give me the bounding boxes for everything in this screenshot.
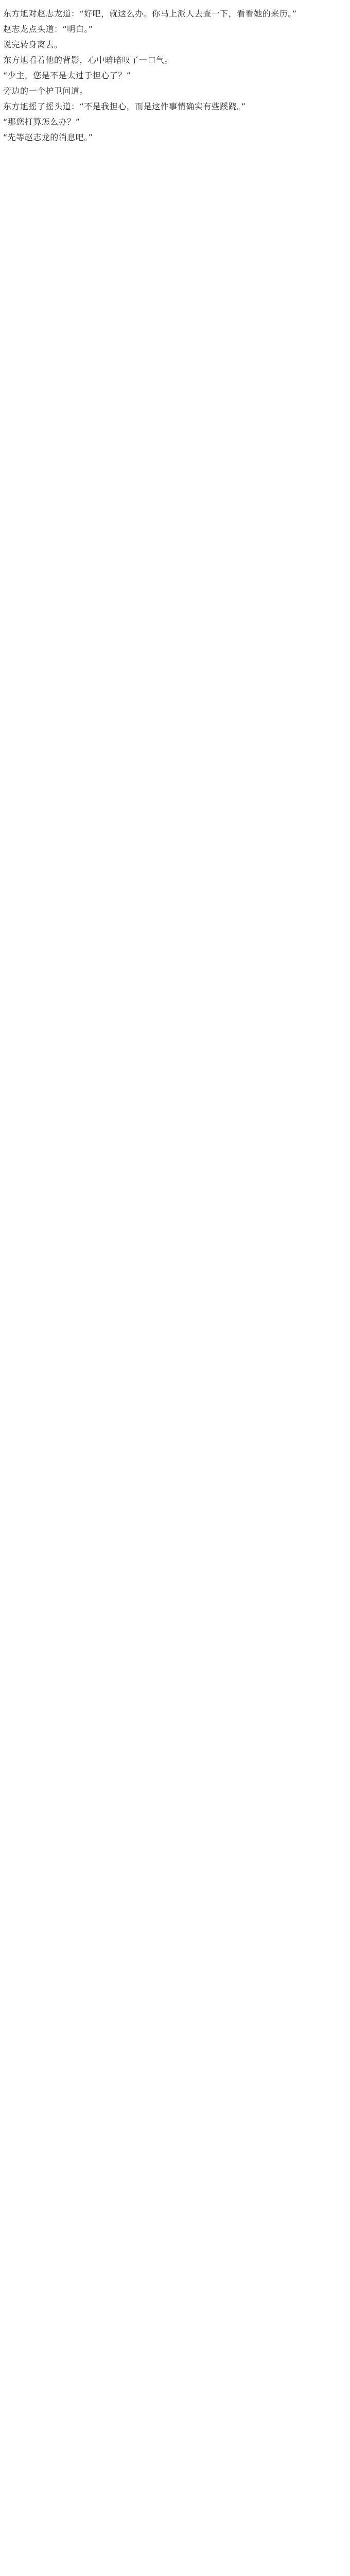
- text-line: “那您打算怎么办？”: [3, 117, 80, 127]
- text-line: 东方旭对赵志龙道：“好吧，就这么办。你马上派人去查一下，看看她的来历。”: [3, 9, 297, 19]
- text-line: 赵志龙点头道：“明白。”: [3, 24, 93, 34]
- text-body: [3, 6, 347, 145]
- text-line: 说完转身离去。: [3, 40, 63, 49]
- text-line: “少主，您是不是太过于担心了？”: [3, 71, 131, 80]
- text-line: 旁边的一个护卫问道。: [3, 86, 89, 96]
- text-line: “先等赵志龙的消息吧。”: [3, 132, 93, 142]
- text-line: 东方旭摇了摇头道：“不是我担心，而是这件事情确实有些蹊跷。”: [3, 101, 246, 111]
- text-line: 东方旭看着他的背影，心中暗暗叹了一口气。: [3, 55, 173, 65]
